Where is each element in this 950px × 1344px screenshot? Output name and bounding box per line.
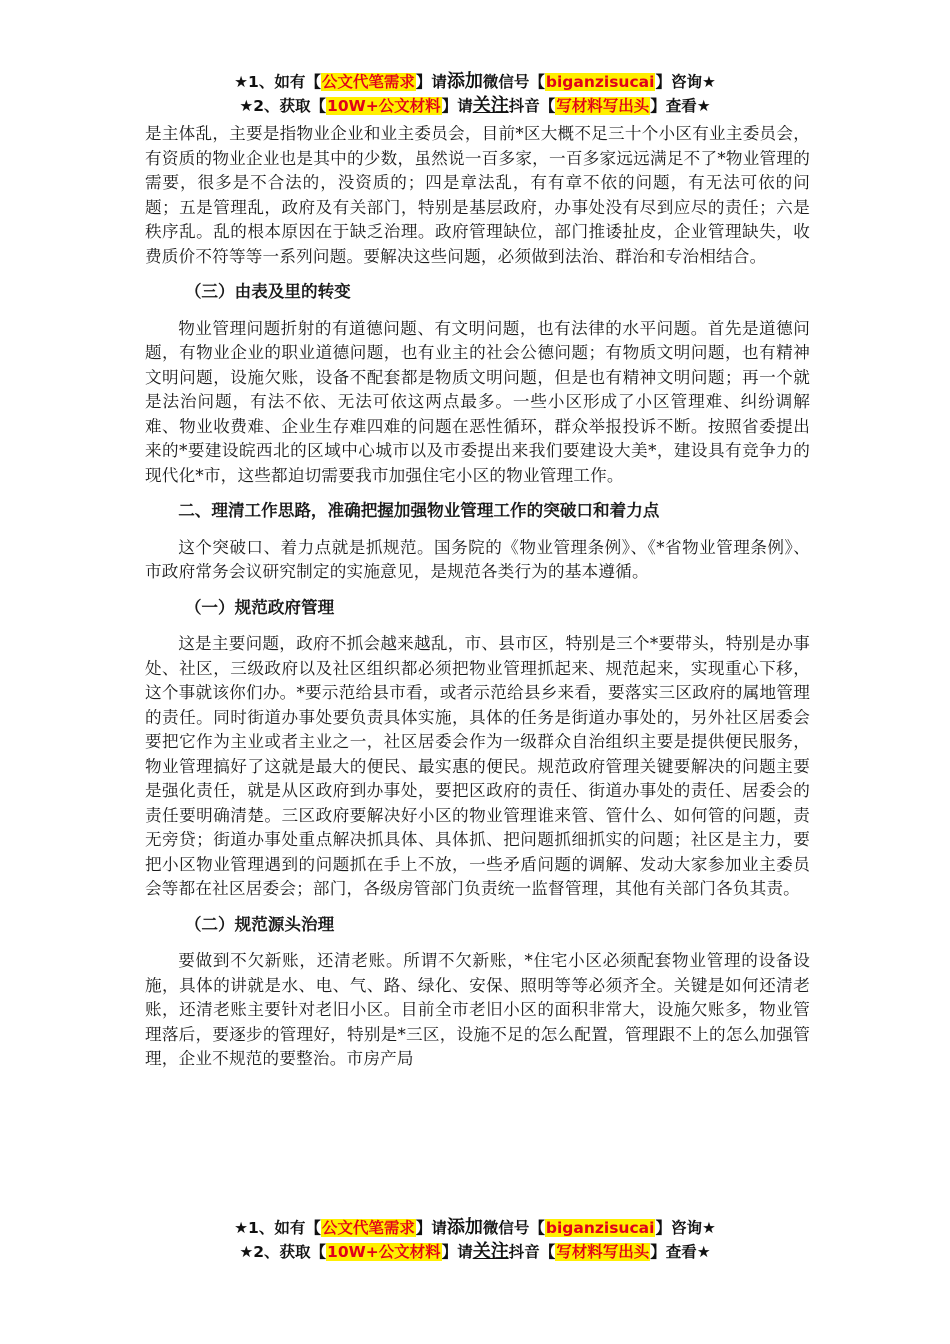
- banner-text: ★1、如有【: [234, 1219, 321, 1237]
- banner-text: 】查看★: [650, 1243, 711, 1261]
- banner-highlight: biganzisucai: [545, 1219, 655, 1237]
- banner-text: 微信号【: [482, 73, 545, 91]
- banner-line-2: [0, 94, 950, 118]
- banner-highlight: 写材料写出头: [556, 97, 650, 115]
- banner-text: 】查看★: [650, 97, 711, 115]
- banner-text: 】请: [415, 73, 447, 91]
- subsection-heading: （三）由表及里的转变: [184, 282, 351, 301]
- banner-line-1: [0, 70, 950, 94]
- banner-highlight: 公文代笔需求: [321, 1219, 415, 1237]
- paragraph: 这是主要问题，政府不抓会越来越乱，市、县市区，特别是三个*要带头，特别是办事处、社区，三级政府以及社区组织都必须把物业管理抓起来、规范起来，实现重心下移，这个事就该你们办。*要示范给县市看，或者示范给县乡来看，要落实三区政府的属地管理的责任。同时街道办事处要负责具体实施，具体的任务是街道办事处的，另外社区居委会要把它作为主业或者主业之一，社区居委会作为一级群众自治组织主要是提供便民服务，物业管理搞好了这就是最大的便民、最实惠的便民。规范政府管理关键要解决的问题主要是强化责任，就是从区政府到办事处，要把区政府的责任、街道办事处的责任、居委会的责任要明确清楚。三区政府要解决好小区的物业管理谁来管、管什么、如何管的问题，责无旁贷；街道办事处重点解决抓具体、具体抓、把问题抓细抓实的问题；社区是主力，要把小区物业管理遇到的问题抓在手上不放，一些矛盾问题的调解、发动大家参加业主委员会等都在社区居委会；部门，各级房管部门负责统一监督管理，其他有关部门各负其责。: [145, 634, 810, 898]
- banner-emphasis: 关注: [472, 95, 509, 116]
- banner-emphasis: 添加: [446, 1217, 483, 1238]
- banner-highlight: 公文代笔需求: [321, 73, 415, 91]
- paragraph: 是主体乱，主要是指物业企业和业主委员会，目前*区大概不足三十个小区有业主委员会，有资质的物业企业也是其中的少数，虽然说一百多家，一百多家远远满足不了*物业管理的需要，很多是不合法的，没资质的；四是章法乱，有有章不依的问题，有无法可依的问题；五是管理乱，政府及有关部门，特别是基层政府，办事处没有尽到应尽的责任；六是秩序乱。乱的根本原因在于缺乏治理。政府管理缺位，部门推诿扯皮，企业管理缺失，收费质价不符等等一系列问题。要解决这些问题，必须做到法治、群治和专治相结合。: [145, 124, 810, 266]
- header-banner: [0, 70, 950, 118]
- banner-text: 】请: [441, 1243, 473, 1261]
- paragraph: 这个突破口、着力点就是抓规范。国务院的《物业管理条例》、《*省物业管理条例》、市政府常务会议研究制定的实施意见，是规范各类行为的基本遵循。: [145, 537, 810, 581]
- banner-text: 】请: [441, 97, 473, 115]
- subsection-heading: （一）规范政府管理: [184, 597, 335, 617]
- banner-text: 抖音【: [508, 1243, 556, 1261]
- banner-text: 】咨询★: [655, 73, 716, 91]
- banner-highlight: biganzisucai: [545, 73, 655, 91]
- subsection-heading: （二）规范源头治理: [184, 914, 335, 934]
- banner-line-2: [0, 1240, 950, 1264]
- banner-highlight: 10W+公文材料: [327, 97, 441, 115]
- banner-text: ★2、获取【: [239, 97, 327, 115]
- banner-text: 】请: [415, 1219, 447, 1237]
- banner-text: 】咨询★: [655, 1219, 716, 1237]
- banner-emphasis: 关注: [472, 1241, 509, 1262]
- paragraph: 物业管理问题折射的有道德问题、有文明问题，也有法律的水平问题。首先是道德问题，有物业企业的职业道德问题，也有业主的社会公德问题；有物质文明问题，也有精神文明问题，设施欠账，设备不配套都是物质文明问题，但是也有精神文明问题；再一个就是法治问题，有法不依、无法可依这两点最多。一些小区形成了小区管理难、纠纷调解难、物业收费难、企业生存难四难的问题在恶性循环，群众举报投诉不断。按照省委提出来的*要建设皖西北的区域中心城市以及市委提出来我们要建设大美*，建设具有竞争力的现代化*市，这些都迫切需要我市加强住宅小区的物业管理工作。: [145, 318, 810, 485]
- banner-text: 抖音【: [508, 97, 556, 115]
- footer-banner: [0, 1216, 950, 1264]
- banner-line-1: [0, 1216, 950, 1240]
- banner-emphasis: 添加: [446, 71, 483, 92]
- banner-highlight: 10W+公文材料: [327, 1243, 441, 1261]
- banner-text: ★1、如有【: [234, 73, 321, 91]
- document-body: [145, 122, 810, 1083]
- banner-text: ★2、获取【: [239, 1243, 327, 1261]
- section-heading: 二、理清工作思路，准确把握加强物业管理工作的突破口和着力点: [178, 501, 660, 520]
- banner-highlight: 写材料写出头: [556, 1243, 650, 1261]
- banner-text: 微信号【: [482, 1219, 545, 1237]
- paragraph: 要做到不欠新账，还清老账。所谓不欠新账，*住宅小区必须配套物业管理的设备设施，具体的讲就是水、电、气、路、绿化、安保、照明等等必须齐全。关键是如何还清老账，还清老账主要针对老旧小区。目前全市老旧小区的面积非常大，设施欠账多，物业管理落后，要逐步的管理好，特别是*三区，设施不足的怎么配置，管理跟不上的怎么加强管理，企业不规范的要整治。市房产局: [145, 951, 810, 1068]
